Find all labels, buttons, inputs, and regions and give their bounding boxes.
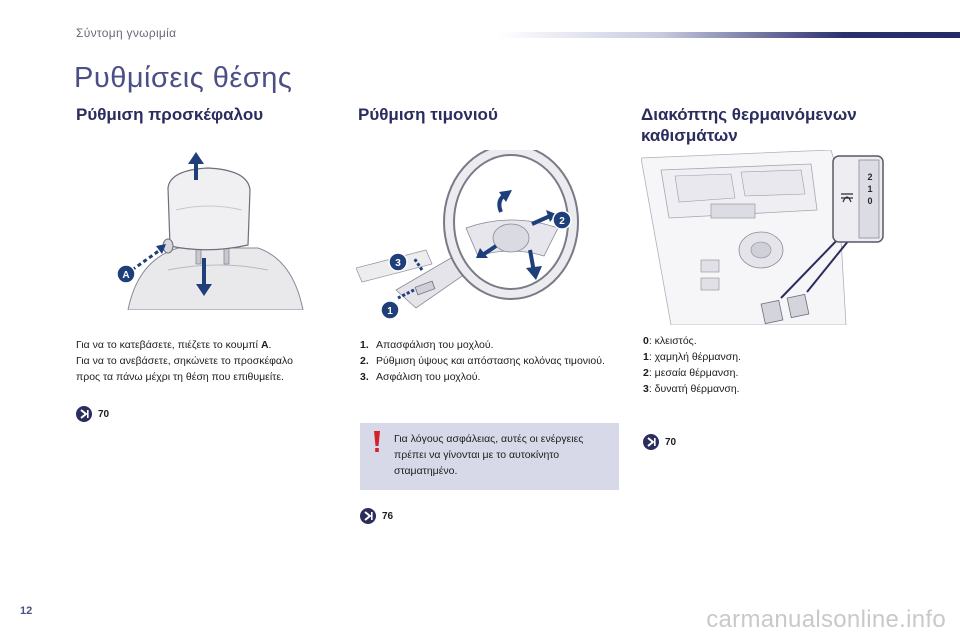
steering-page-ref[interactable] [360, 508, 393, 524]
step-text: Ασφάλιση του μοχλού. [376, 371, 481, 383]
steering-step [360, 369, 610, 385]
heating-level: 0: κλειστός. [643, 335, 697, 347]
steering-illustration [356, 150, 606, 325]
warning-text: Για λόγους ασφάλειας, αυτές οι ενέργειες πρέπει να γίνονται με το αυτοκίνητο σταματημένο. [394, 433, 584, 477]
headrest-line-2: Για να το ανεβάσετε, σηκώνετε το προσκέφαλο [76, 355, 293, 367]
step-number: 3. [360, 371, 369, 383]
heated-seats-title-line-2: καθισμάτων [641, 126, 738, 145]
heated-seats-section-title [641, 104, 941, 146]
page-title: Ρυθμίσεις θέσης [74, 62, 293, 94]
dial-mark-0: 0 [867, 196, 873, 206]
section-label: Σύντομη γνωριμία [76, 26, 177, 40]
callout-a: A [122, 270, 130, 281]
page-ref-number: 76 [382, 510, 394, 522]
dial-mark-1: 1 [867, 184, 873, 194]
headrest-page-ref[interactable] [76, 406, 109, 422]
headrest-instructions [76, 337, 341, 385]
heating-level: 3: δυνατή θέρμανση. [643, 383, 740, 395]
header-bar [498, 32, 960, 38]
heated-seats-title-line-1: Διακόπτης θερμαινόμενων [641, 105, 857, 124]
headrest-line-1: Για να το κατεβάσετε, πιέζετε το κουμπί A. [76, 339, 272, 351]
page-number: 12 [20, 605, 33, 617]
headrest-section-title: Ρύθμιση προσκέφαλου [76, 105, 264, 124]
watermark: carmanualsonline.info [706, 606, 946, 633]
exclamation-icon [373, 431, 381, 453]
step-number: 1. [360, 339, 369, 351]
step-text: Απασφάλιση του μοχλού. [376, 339, 494, 351]
page-ref-number: 70 [98, 408, 110, 420]
headrest-line-3: προς τα πάνω μέχρι τη θέση που επιθυμείτε. [76, 371, 284, 383]
safety-warning [360, 423, 619, 490]
steering-step [360, 337, 610, 353]
callout-2: 2 [559, 216, 565, 227]
heating-level: 1: χαμηλή θέρμανση. [643, 351, 741, 363]
heating-levels [643, 333, 863, 397]
page-ref-icon [643, 434, 659, 450]
steering-step [360, 353, 610, 369]
headrest-illustration [108, 150, 308, 310]
steering-section-title: Ρύθμιση τιμονιού [358, 105, 498, 124]
page-ref-icon [76, 406, 92, 422]
console-illustration [641, 150, 891, 325]
button-a-ref: A [260, 339, 269, 351]
callout-1: 1 [387, 306, 393, 317]
heating-level: 2: μεσαία θέρμανση. [643, 367, 739, 379]
steering-steps [360, 337, 610, 385]
step-number: 2. [360, 355, 369, 367]
callout-3: 3 [395, 258, 401, 269]
step-text: Ρύθμιση ύψους και απόστασης κολόνας τιμονιού. [376, 355, 605, 367]
dial-mark-2: 2 [867, 172, 873, 182]
page-ref-icon [360, 508, 376, 524]
heated-seats-page-ref[interactable] [643, 434, 676, 450]
page-ref-number: 70 [665, 436, 677, 448]
